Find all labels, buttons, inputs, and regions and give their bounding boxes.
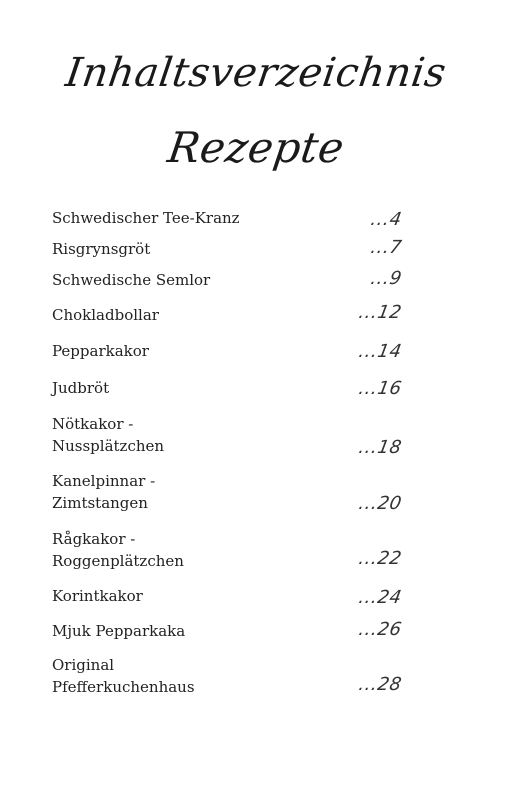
toc-entry bbox=[52, 413, 412, 459]
toc-entry-title: Pepparkakor bbox=[52, 342, 149, 360]
toc-entry-title: Nötkakor - Nussplätzchen bbox=[52, 415, 165, 455]
toc-entry-title: Mjuk Pepparkaka bbox=[52, 622, 186, 640]
toc-entry-page: ...12 bbox=[357, 302, 404, 323]
toc-entry bbox=[52, 585, 412, 609]
toc-entry bbox=[52, 207, 412, 231]
toc-entry-page: ...4 bbox=[369, 209, 404, 230]
toc-entry-page: ...24 bbox=[357, 587, 404, 608]
toc-entry bbox=[52, 340, 412, 364]
toc-entry-page: ...7 bbox=[369, 237, 404, 258]
toc-entry-title: Judbröt bbox=[52, 379, 110, 397]
toc-entry-title: Rågkakor - Roggenplätzchen bbox=[52, 530, 184, 570]
toc-entry-page: ...14 bbox=[357, 341, 404, 362]
toc-entry-title: Kanelpinnar - Zimtstangen bbox=[52, 472, 156, 512]
toc-entry-title: Schwedischer Tee-Kranz bbox=[52, 209, 240, 227]
toc-entry bbox=[52, 528, 412, 574]
toc-entry-title: Schwedische Semlor bbox=[52, 271, 211, 289]
toc-entry-page: ...26 bbox=[357, 619, 404, 640]
toc-entry bbox=[52, 238, 412, 262]
toc-entry-title: Original Pfefferkuchenhaus bbox=[52, 656, 195, 696]
toc-entry-page: ...22 bbox=[357, 548, 404, 569]
toc-subtitle: Rezepte bbox=[164, 123, 348, 172]
toc-entry bbox=[52, 304, 412, 328]
toc-title: Inhaltsverzeichnis bbox=[62, 50, 450, 96]
toc-entry-title: Risgrynsgröt bbox=[52, 240, 151, 258]
toc-entry bbox=[52, 654, 412, 700]
toc-entry-title: Korintkakor bbox=[52, 587, 143, 605]
toc-entry-page: ...28 bbox=[357, 674, 404, 695]
toc-entry-page: ...18 bbox=[357, 437, 404, 458]
toc-entry bbox=[52, 470, 412, 516]
toc-entry bbox=[52, 620, 412, 644]
toc-entry-page: ...16 bbox=[357, 378, 404, 399]
toc-entry-title: Chokladbollar bbox=[52, 306, 159, 324]
toc-entry-page: ...9 bbox=[369, 268, 404, 289]
toc-entry bbox=[52, 269, 412, 293]
toc-entry-page: ...20 bbox=[357, 493, 404, 514]
toc-entry bbox=[52, 377, 412, 401]
